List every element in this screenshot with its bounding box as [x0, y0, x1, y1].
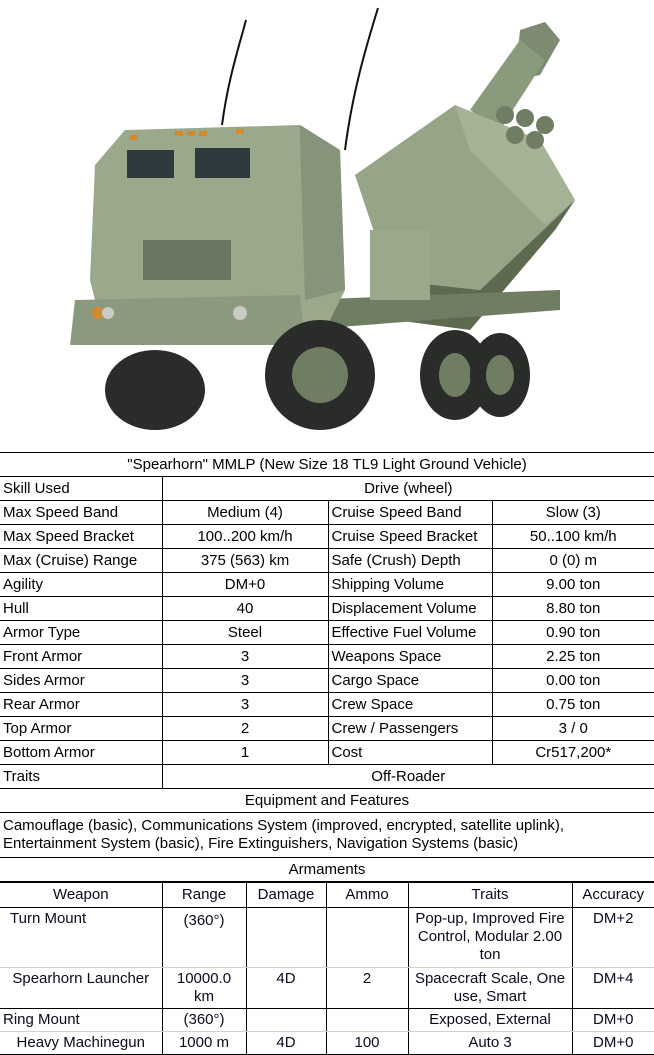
- weapon-damage: [246, 1009, 326, 1032]
- stat-row: [0, 717, 654, 741]
- stat-value: Cr517,200*: [492, 741, 654, 765]
- stat-row: [0, 597, 654, 621]
- stat-value: 40: [162, 597, 328, 621]
- stat-value: Medium (4): [162, 501, 328, 525]
- armaments-heading-row: [0, 858, 654, 882]
- stat-row: [0, 549, 654, 573]
- column-header-accuracy: Accuracy: [572, 883, 654, 908]
- stat-label: Weapons Space: [328, 645, 492, 669]
- stat-label: Sides Armor: [0, 669, 162, 693]
- stat-value: 3 / 0: [492, 717, 654, 741]
- skill-value: Drive (wheel): [162, 477, 654, 501]
- stat-label: Hull: [0, 597, 162, 621]
- weapon-ammo: [326, 908, 408, 968]
- armament-row: [0, 1009, 654, 1032]
- weapon-traits: Exposed, External: [408, 1009, 572, 1032]
- stat-label: Safe (Crush) Depth: [328, 549, 492, 573]
- stat-row: [0, 501, 654, 525]
- weapon-name: Heavy Machinegun: [0, 1032, 162, 1055]
- stat-label: Max Speed Band: [0, 501, 162, 525]
- stat-value: 375 (563) km: [162, 549, 328, 573]
- armaments-header-row: [0, 883, 654, 908]
- stat-row: [0, 573, 654, 597]
- stat-label: Crew Space: [328, 693, 492, 717]
- stat-value: 1: [162, 741, 328, 765]
- stat-label: Bottom Armor: [0, 741, 162, 765]
- armament-row: [0, 908, 654, 968]
- equipment-heading-row: [0, 789, 654, 813]
- vehicle-image: [0, 0, 654, 452]
- weapon-accuracy: DM+4: [572, 968, 654, 1009]
- stat-label: Agility: [0, 573, 162, 597]
- armament-row: [0, 1032, 654, 1055]
- weapon-traits: Auto 3: [408, 1032, 572, 1055]
- equipment-heading: Equipment and Features: [0, 789, 654, 813]
- stat-row: [0, 693, 654, 717]
- weapon-accuracy: DM+2: [572, 908, 654, 968]
- weapon-name: Ring Mount: [0, 1009, 162, 1032]
- stat-row: [0, 645, 654, 669]
- equipment-row: [0, 813, 654, 858]
- stat-label: Max (Cruise) Range: [0, 549, 162, 573]
- stat-row: [0, 525, 654, 549]
- stat-value: 3: [162, 645, 328, 669]
- stat-value: Slow (3): [492, 501, 654, 525]
- weapon-name: Turn Mount: [0, 908, 162, 968]
- weapon-ammo: 2: [326, 968, 408, 1009]
- stat-value: 3: [162, 669, 328, 693]
- column-header-traits: Traits: [408, 883, 572, 908]
- stat-value: 2.25 ton: [492, 645, 654, 669]
- stat-value: 0 (0) m: [492, 549, 654, 573]
- weapon-range: (360°): [162, 1009, 246, 1032]
- column-header-range: Range: [162, 883, 246, 908]
- stat-value: 3: [162, 693, 328, 717]
- stat-label: Max Speed Bracket: [0, 525, 162, 549]
- weapon-damage: 4D: [246, 968, 326, 1009]
- stat-value: 8.80 ton: [492, 597, 654, 621]
- armaments-table: [0, 882, 654, 1055]
- stat-value: 0.90 ton: [492, 621, 654, 645]
- weapon-damage: [246, 908, 326, 968]
- column-header-ammo: Ammo: [326, 883, 408, 908]
- stat-value: 50..100 km/h: [492, 525, 654, 549]
- armament-row: [0, 968, 654, 1009]
- stat-value: Steel: [162, 621, 328, 645]
- stat-row: [0, 669, 654, 693]
- stat-label: Crew / Passengers: [328, 717, 492, 741]
- weapon-traits: Spacecraft Scale, One use, Smart: [408, 968, 572, 1009]
- stat-value: 0.00 ton: [492, 669, 654, 693]
- skill-label: Skill Used: [0, 477, 162, 501]
- rocket-launcher-truck-illustration: [0, 0, 654, 452]
- stat-row: [0, 621, 654, 645]
- traits-label: Traits: [0, 765, 162, 789]
- stat-label: Front Armor: [0, 645, 162, 669]
- weapon-name: Spearhorn Launcher: [0, 968, 162, 1009]
- stat-label: Cruise Speed Bracket: [328, 525, 492, 549]
- weapon-range: (360°): [162, 908, 246, 968]
- stat-label: Cruise Speed Band: [328, 501, 492, 525]
- armaments-heading: Armaments: [0, 858, 654, 882]
- stat-value: DM+0: [162, 573, 328, 597]
- stat-label: Cost: [328, 741, 492, 765]
- stat-value: 100..200 km/h: [162, 525, 328, 549]
- table-title-row: [0, 453, 654, 477]
- stat-label: Displacement Volume: [328, 597, 492, 621]
- equipment-text: Camouflage (basic), Communications System (improved, encrypted, satellite uplink), Entertainment System (basic), Fire Extinguishers, Navigation Systems (basic): [0, 813, 654, 858]
- stat-label: Top Armor: [0, 717, 162, 741]
- weapon-ammo: [326, 1009, 408, 1032]
- stat-value: 2: [162, 717, 328, 741]
- stat-label: Rear Armor: [0, 693, 162, 717]
- weapon-accuracy: DM+0: [572, 1032, 654, 1055]
- weapon-accuracy: DM+0: [572, 1009, 654, 1032]
- weapon-range: 10000.0 km: [162, 968, 246, 1009]
- stat-value: 9.00 ton: [492, 573, 654, 597]
- stat-row: [0, 741, 654, 765]
- column-header-weapon: Weapon: [0, 883, 162, 908]
- vehicle-stats-table: [0, 452, 654, 882]
- vehicle-title: "Spearhorn" MMLP (New Size 18 TL9 Light Ground Vehicle): [0, 453, 654, 477]
- stat-label: Shipping Volume: [328, 573, 492, 597]
- stat-label: Cargo Space: [328, 669, 492, 693]
- weapon-traits: Pop-up, Improved Fire Control, Modular 2.00 ton: [408, 908, 572, 968]
- stat-label: Armor Type: [0, 621, 162, 645]
- weapon-damage: 4D: [246, 1032, 326, 1055]
- column-header-damage: Damage: [246, 883, 326, 908]
- weapon-range: 1000 m: [162, 1032, 246, 1055]
- traits-value: Off-Roader: [162, 765, 654, 789]
- weapon-ammo: 100: [326, 1032, 408, 1055]
- skill-row: [0, 477, 654, 501]
- stat-value: 0.75 ton: [492, 693, 654, 717]
- stat-label: Effective Fuel Volume: [328, 621, 492, 645]
- traits-row: [0, 765, 654, 789]
